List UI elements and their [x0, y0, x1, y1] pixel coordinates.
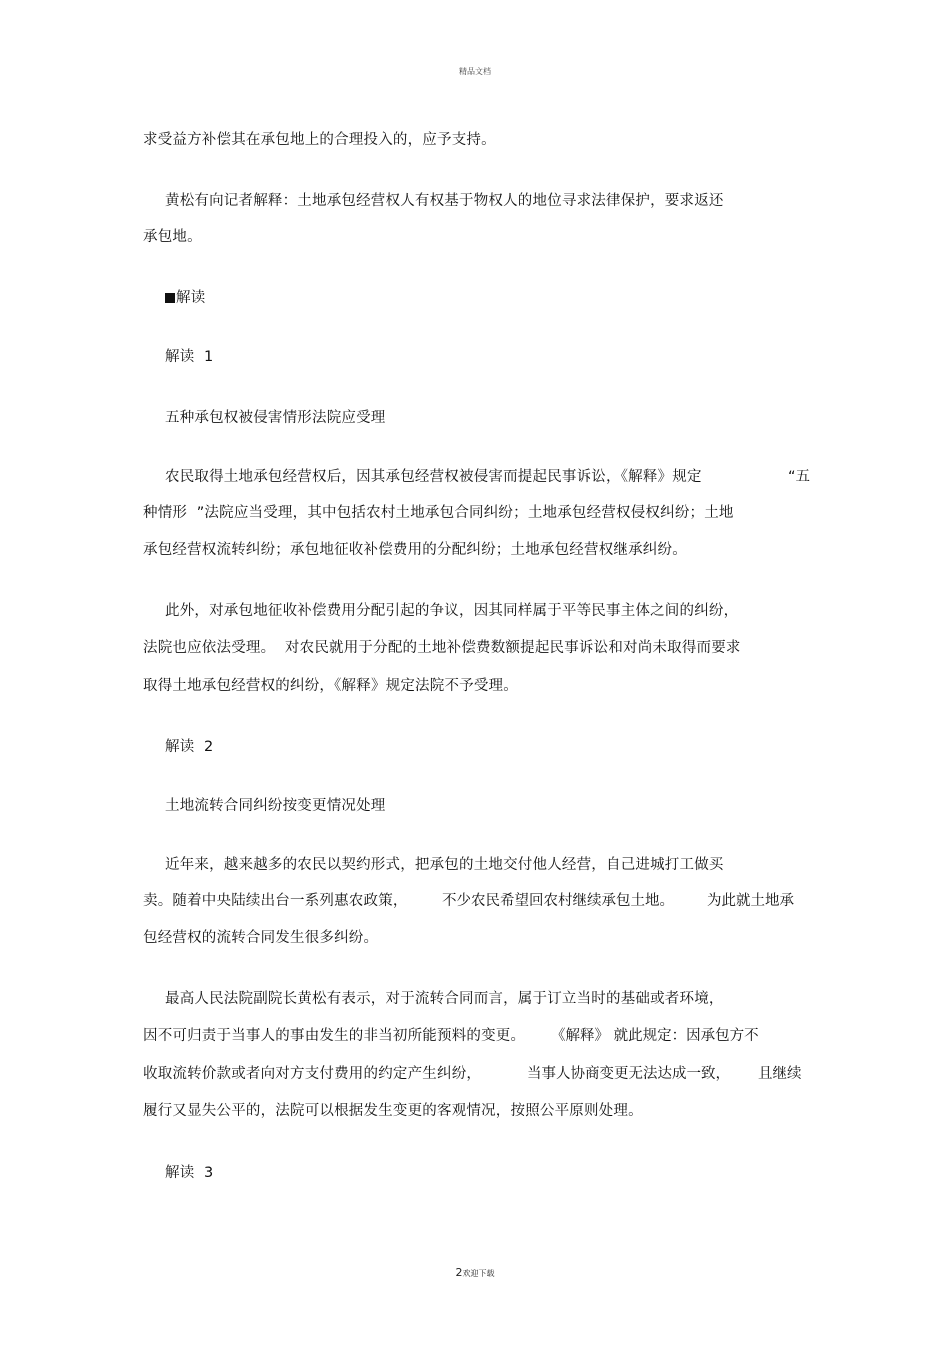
paragraph-line: 收取流转价款或者向对方支付费用的约定产生纠纷， [143, 1066, 482, 1082]
paragraph-line: 履行又显失公平的，法院可以根据发生变更的客观情况，按照公平原则处理。 [143, 1103, 643, 1119]
paragraph-line: 此外，对承包地征收补偿费用分配引起的争议，因其同样属于平等民事主体之间的纠纷， [165, 603, 739, 619]
page-footer [0, 1261, 950, 1280]
paragraph-line: 农民取得土地承包经营权后，因其承包经营权被侵害而提起民事诉讼，《解释》规定 [165, 469, 702, 485]
interpretation-label: 解读 3 [165, 1165, 214, 1181]
paragraph-line: 黄松有向记者解释：土地承包经营权人有权基于物权人的地位寻求法律保护，要求返还 [165, 193, 724, 209]
page-number: 2 [455, 1266, 463, 1279]
paragraph-line: 包经营权的流转合同发生很多纠纷。 [143, 930, 379, 946]
subheading: 五种承包权被侵害情形法院应受理 [165, 410, 386, 426]
paragraph-line: 求受益方补偿其在承包地上的合理投入的，应予支持。 [143, 132, 496, 148]
paragraph-line-fragment: 不少农民希望回农村继续承包土地。 [442, 893, 674, 909]
interpretation-label: 解读 2 [165, 739, 214, 755]
paragraph-line-fragment: 且继续 [758, 1066, 802, 1082]
section-heading-text: 解读 [176, 290, 206, 306]
paragraph-line-fragment: 《解释》 就此规定：因承包方不 [551, 1028, 759, 1044]
paragraph-line: 近年来，越来越多的农民以契约形式，把承包的土地交付他人经营，自己进城打工做买 [165, 857, 724, 873]
paragraph-line-fragment: 为此就土地承 [707, 893, 794, 909]
paragraph-line-fragment: “五 [788, 469, 811, 485]
subheading: 土地流转合同纠纷按变更情况处理 [165, 798, 386, 814]
page-header: 精品文档 [459, 67, 491, 76]
interpretation-label: 解读 1 [165, 349, 214, 365]
paragraph-line: 卖。随着中央陆续出台一系列惠农政策， [143, 893, 408, 909]
paragraph-line-fragment: 当事人协商变更无法达成一致， [527, 1066, 730, 1082]
paragraph-line: 承包地。 [143, 229, 202, 245]
paragraph-line: 承包经营权流转纠纷；承包地征收补偿费用的分配纠纷；土地承包经营权继承纠纷。 [143, 542, 687, 558]
section-heading [165, 289, 205, 307]
paragraph-line: 法院也应依法受理。 对农民就用于分配的土地补偿费数额提起民事诉讼和对尚未取得而要求 [143, 640, 741, 656]
paragraph-line: 取得土地承包经营权的纠纷，《解释》规定法院不予受理。 [143, 678, 518, 694]
paragraph-line: 因不可归责于当事人的事由发生的非当初所能预料的变更。 [143, 1028, 526, 1044]
paragraph-line: 最高人民法院副院长黄松有表示，对于流转合同而言，属于订立当时的基础或者环境， [165, 991, 724, 1007]
footer-text: 欢迎下载 [462, 1269, 495, 1278]
black-square-icon [165, 293, 175, 303]
paragraph-line: 种情形 ”法院应当受理，其中包括农村土地承包合同纠纷；土地承包经营权侵权纠纷；土地 [143, 505, 734, 521]
